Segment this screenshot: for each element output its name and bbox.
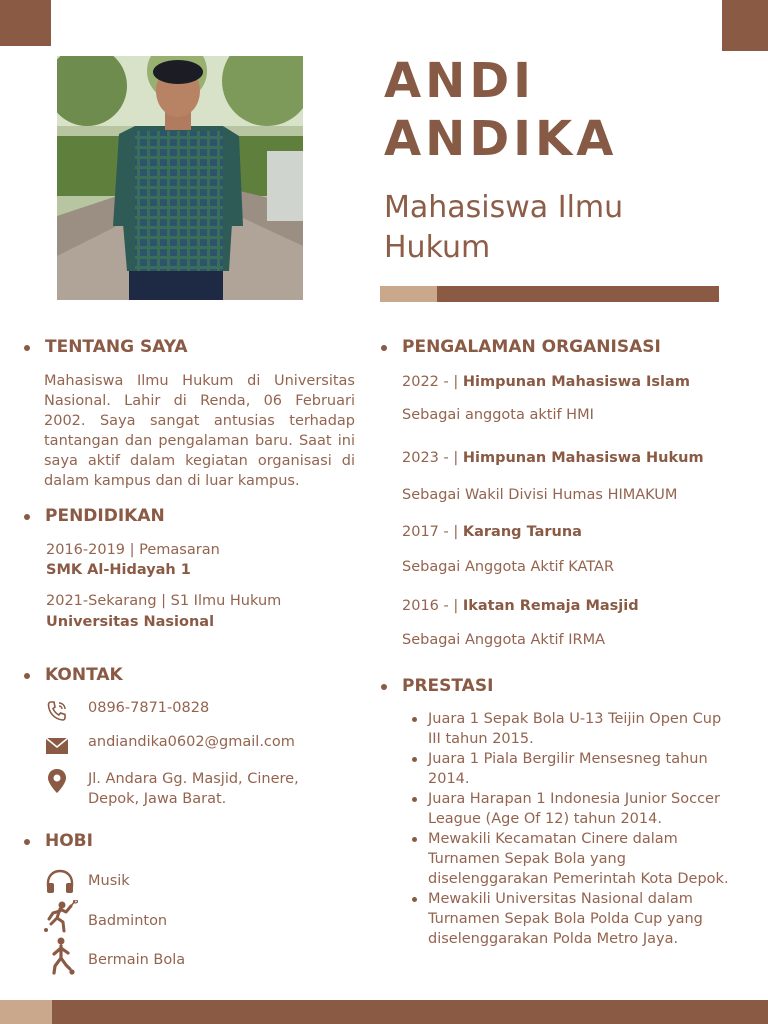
- achievement-item: Mewakili Universitas Nasional dalam Turnamen Sepak Bola Polda Cup yang diselenggarakan Polda Metro Jaya.: [410, 889, 730, 949]
- achievement-item: Juara 1 Piala Bergilir Mensesneg tahun 2014.: [410, 749, 730, 789]
- education-school: SMK Al-Hidayah 1: [46, 562, 191, 578]
- profile-photo: [57, 56, 303, 300]
- achievements-heading: PRESTASI: [402, 676, 494, 696]
- bullet-dot: [381, 684, 387, 690]
- organizations-heading: PENGALAMAN ORGANISASI: [402, 337, 661, 357]
- footer-bar-light: [0, 1000, 52, 1024]
- job-title: [384, 188, 623, 268]
- job-title-line-1: Mahasiswa Ilmu: [384, 190, 624, 225]
- organization-name: Himpunan Mahasiswa Islam: [462, 374, 690, 390]
- bullet-dot: [24, 673, 30, 679]
- soccer-player-icon: [46, 937, 76, 975]
- organization-year: 2017 - |: [402, 524, 459, 540]
- bullet-dot: [24, 514, 30, 520]
- name-line-2: ANDIKA: [384, 111, 618, 167]
- organization-name: Himpunan Mahasiswa Hukum: [462, 450, 704, 466]
- organization-role: Sebagai anggota aktif HMI: [402, 407, 594, 423]
- hobby-item: Badminton: [88, 913, 168, 929]
- accent-bar-dark: [437, 286, 719, 302]
- achievement-item: Juara 1 Sepak Bola U-13 Teijin Open Cup III tahun 2015.: [410, 709, 730, 749]
- phone-icon: [45, 699, 69, 723]
- bullet-dot: [24, 345, 30, 351]
- organization-year: 2022 - |: [402, 374, 459, 390]
- organization-title: [402, 598, 639, 614]
- corner-decoration-top-right: [722, 0, 768, 51]
- achievement-item: Juara Harapan 1 Indonesia Junior Soccer League (Age Of 12) tahun 2014.: [410, 789, 730, 829]
- organization-year: 2016 - |: [402, 598, 459, 614]
- hobbies-heading: HOBI: [45, 831, 93, 851]
- contact-heading: KONTAK: [45, 665, 123, 685]
- accent-bar-light: [380, 286, 437, 302]
- achievement-item: Mewakili Kecamatan Cinere dalam Turnamen Sepak Bola yang diselenggarakan Pemerintah Kota Depok.: [410, 829, 730, 889]
- name-heading: [384, 52, 617, 168]
- organization-role: Sebagai Wakil Divisi Humas HIMAKUM: [402, 487, 678, 503]
- corner-decoration-top-left: [0, 0, 51, 46]
- email-icon: [45, 734, 69, 758]
- bullet-dot: [24, 839, 30, 845]
- hobby-item: Bermain Bola: [88, 952, 186, 968]
- organization-title: [402, 524, 582, 540]
- education-school: Universitas Nasional: [46, 614, 215, 630]
- hobby-item: Musik: [88, 873, 130, 889]
- organization-title: [402, 450, 704, 466]
- about-heading: TENTANG SAYA: [45, 337, 188, 357]
- organization-name: Karang Taruna: [462, 524, 582, 540]
- education-period: 2021-Sekarang | S1 Ilmu Hukum: [46, 593, 282, 609]
- contact-address-line-1: Jl. Andara Gg. Masjid, Cinere,: [88, 771, 299, 787]
- achievements-list: [410, 709, 730, 949]
- headphones-icon: [45, 869, 75, 895]
- organization-name: Ikatan Remaja Masjid: [462, 598, 639, 614]
- footer-bar-dark: [52, 1000, 768, 1024]
- organization-role: Sebagai Anggota Aktif IRMA: [402, 632, 606, 648]
- bullet-dot: [381, 345, 387, 351]
- location-pin-icon: [45, 768, 69, 792]
- organization-title: [402, 374, 690, 390]
- job-title-line-2: Hukum: [384, 230, 491, 265]
- contact-address-line-2: Depok, Jawa Barat.: [88, 791, 227, 807]
- organization-year: 2023 - |: [402, 450, 459, 466]
- about-text: Mahasiswa Ilmu Hukum di Universitas Nasional. Lahir di Renda, 06 Februari 2002. Saya sangat antusias terhadap tantangan dan pengalaman baru. Saat ini saya aktif dalam kegiatan organisasi di dalam kampus dan di luar kampus.: [44, 373, 355, 489]
- education-heading: PENDIDIKAN: [45, 506, 165, 526]
- education-period: 2016-2019 | Pemasaran: [46, 542, 220, 558]
- name-line-1: ANDI: [384, 53, 536, 109]
- contact-phone: 0896-7871-0828: [88, 700, 210, 716]
- badminton-player-icon: [42, 900, 78, 934]
- organization-role: Sebagai Anggota Aktif KATAR: [402, 559, 615, 575]
- contact-email: andiandika0602@gmail.com: [88, 734, 295, 750]
